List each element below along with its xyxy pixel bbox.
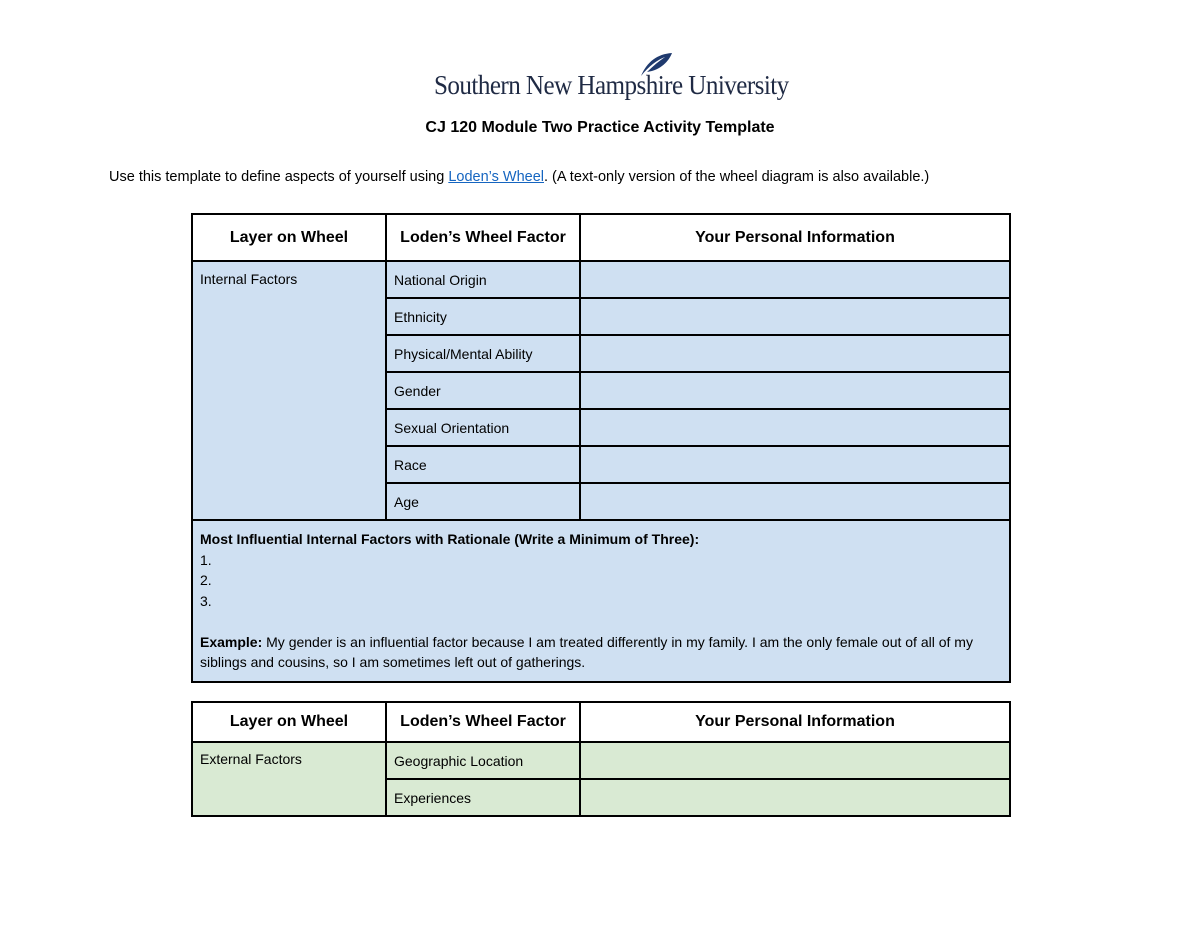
personal-info-cell[interactable] — [580, 446, 1010, 483]
personal-info-cell[interactable] — [580, 298, 1010, 335]
layer-cell — [192, 261, 386, 520]
table-row — [192, 261, 1010, 298]
personal-info-cell[interactable] — [580, 372, 1010, 409]
personal-info-cell[interactable] — [580, 335, 1010, 372]
personal-info-cell[interactable] — [580, 409, 1010, 446]
intro-text-end: . (A text-only version of the wheel diagram is also available.) — [544, 169, 930, 185]
rationale-cell[interactable] — [192, 520, 1010, 682]
lodens-wheel-link[interactable]: Loden’s Wheel — [448, 169, 544, 185]
university-logo — [434, 52, 789, 104]
list-item: 2. — [200, 572, 212, 588]
intro-text — [109, 169, 929, 185]
table-header-row — [192, 214, 1010, 261]
header-factor: Loden’s Wheel Factor — [386, 702, 580, 742]
personal-info-cell[interactable] — [580, 779, 1010, 816]
document-title: CJ 120 Module Two Practice Activity Template — [425, 119, 775, 136]
factor-cell: Age — [386, 483, 580, 520]
rationale-heading: Most Influential Internal Factors with Rationale (Write a Minimum of Three): — [200, 531, 700, 547]
factor-cell: National Origin — [386, 261, 580, 298]
example-text: My gender is an influential factor because I am treated differently in my family. I am the only female out of all of my siblings and cousins, so I am sometimes left out of gatherings. — [200, 633, 973, 670]
header-layer: Layer on Wheel — [192, 214, 386, 261]
header-personal-info: Your Personal Information — [580, 702, 1010, 742]
personal-info-cell[interactable] — [580, 261, 1010, 298]
example-label: Example: — [200, 633, 263, 650]
factor-cell: Sexual Orientation — [386, 409, 580, 446]
list-item: 3. — [200, 592, 212, 609]
logo-wordmark: Southern New Hampshire University — [434, 70, 789, 100]
rationale-row — [192, 520, 1010, 682]
internal-factors-table — [191, 213, 1011, 683]
intro-text-start: Use this template to define aspects of yourself using — [109, 169, 449, 185]
external-factors-table — [191, 701, 1011, 817]
factor-cell: Ethnicity — [386, 298, 580, 335]
factor-cell: Physical/Mental Ability — [386, 335, 580, 372]
factor-cell: Race — [386, 446, 580, 483]
personal-info-cell[interactable] — [580, 742, 1010, 779]
factor-cell: Geographic Location — [386, 742, 580, 779]
header-layer: Layer on Wheel — [192, 702, 386, 742]
leaf-icon — [639, 52, 673, 78]
personal-info-cell[interactable] — [580, 483, 1010, 520]
list-item: 1. — [200, 551, 212, 568]
header-factor: Loden’s Wheel Factor — [386, 214, 580, 261]
table-header-row — [192, 702, 1010, 742]
factor-cell: Gender — [386, 372, 580, 409]
layer-cell — [192, 742, 386, 816]
header-personal-info: Your Personal Information — [580, 214, 1010, 261]
layer-label: External Factors — [200, 751, 302, 767]
factor-cell: Experiences — [386, 779, 580, 816]
table-row — [192, 742, 1010, 779]
layer-label: Internal Factors — [200, 271, 298, 287]
